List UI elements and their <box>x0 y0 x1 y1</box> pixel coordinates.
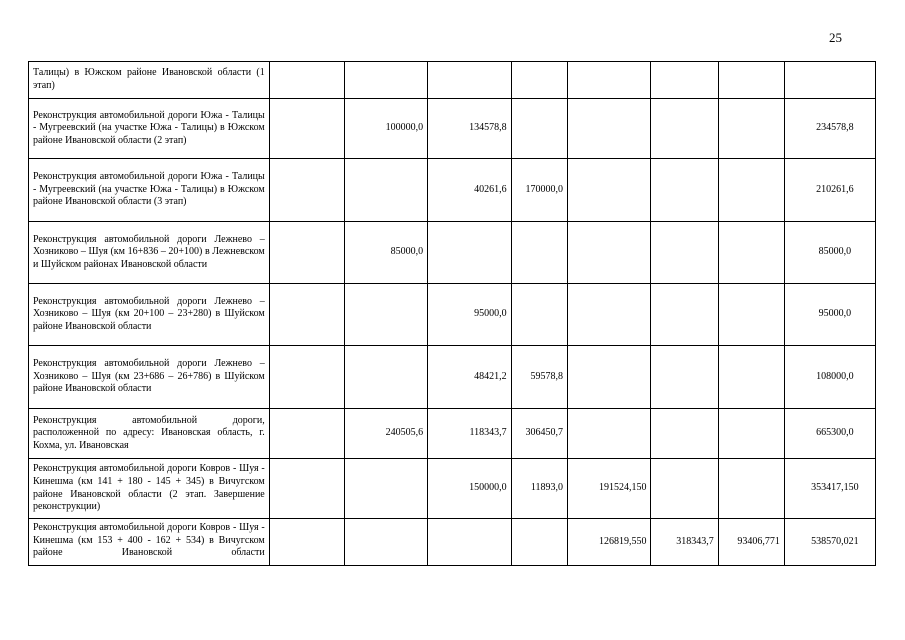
row-total: 210261,6 <box>784 159 875 222</box>
table-cell <box>567 159 651 222</box>
table-cell: 306450,7 <box>511 409 567 459</box>
table-cell: 318343,7 <box>651 519 718 566</box>
table-cell <box>567 409 651 459</box>
row-total: 108000,0 <box>784 346 875 409</box>
table-cell <box>511 62 567 99</box>
table-cell: 150000,0 <box>428 459 512 519</box>
row-total: 538570,021 <box>784 519 875 566</box>
table-cell <box>718 222 784 284</box>
row-total: 353417,150 <box>784 459 875 519</box>
row-description: Реконструкция автомобильной дороги Южа - Талицы - Мугреевский (на участке Южа - Талицы) в Южском районе Ивановской области (3 этап) <box>29 159 270 222</box>
row-description: Реконструкция автомобильной дороги, расположенной по адресу: Ивановская область, г. Кохма, ул. Ивановская <box>29 409 270 459</box>
table-row <box>29 284 876 346</box>
table-cell <box>344 62 428 99</box>
table-cell <box>269 222 344 284</box>
table-cell <box>511 99 567 159</box>
table-row <box>29 222 876 284</box>
table-cell: 95000,0 <box>428 284 512 346</box>
row-total: 665300,0 <box>784 409 875 459</box>
table-cell: 59578,8 <box>511 346 567 409</box>
table-cell: 191524,150 <box>567 459 651 519</box>
table-row <box>29 346 876 409</box>
table-cell: 126819,550 <box>567 519 651 566</box>
table-row <box>29 409 876 459</box>
table-row <box>29 519 876 566</box>
table-cell: 48421,2 <box>428 346 512 409</box>
table-cell <box>651 346 718 409</box>
table-cell <box>269 459 344 519</box>
table-cell <box>344 284 428 346</box>
table-cell: 170000,0 <box>511 159 567 222</box>
table-cell: 93406,771 <box>718 519 784 566</box>
table-cell <box>651 159 718 222</box>
table-cell: 40261,6 <box>428 159 512 222</box>
table-cell <box>269 409 344 459</box>
table-cell <box>567 284 651 346</box>
row-description: Реконструкция автомобильной дороги Ковров - Шуя - Кинешма (км 153 + 400 - 162 + 534) в Вичугском районе Ивановской области <box>29 519 270 566</box>
table-cell <box>651 409 718 459</box>
table-cell <box>651 62 718 99</box>
table-row <box>29 459 876 519</box>
table-cell: 11893,0 <box>511 459 567 519</box>
table-cell <box>269 284 344 346</box>
table-cell <box>651 284 718 346</box>
row-total: 95000,0 <box>784 284 875 346</box>
row-total: 234578,8 <box>784 99 875 159</box>
table-cell <box>269 62 344 99</box>
table-row <box>29 62 876 99</box>
table-cell <box>344 519 428 566</box>
page-number: 25 <box>829 30 842 45</box>
row-total: 85000,0 <box>784 222 875 284</box>
row-description: Талицы) в Южском районе Ивановской области (1 этап) <box>29 62 270 99</box>
row-description: Реконструкция автомобильной дороги Лежнево – Хозниково – Шуя (км 16+836 – 20+100) в Лежневском и Шуйском районах Ивановской области <box>29 222 270 284</box>
row-description: Реконструкция автомобильной дороги Ковров - Шуя - Кинешма (км 141 + 180 - 145 + 345) в Вичугском районе Ивановской области (2 этап. Завершение реконструкции) <box>29 459 270 519</box>
table-cell <box>428 519 512 566</box>
table-cell <box>269 159 344 222</box>
table-cell <box>567 99 651 159</box>
table-cell <box>718 99 784 159</box>
row-description: Реконструкция автомобильной дороги Южа - Талицы - Мугреевский (на участке Южа - Талицы) в Южском районе Ивановской области (2 этап) <box>29 99 270 159</box>
table-cell <box>344 159 428 222</box>
table-cell <box>269 346 344 409</box>
table-cell <box>651 459 718 519</box>
row-description: Реконструкция автомобильной дороги Лежнево – Хозниково – Шуя (км 23+686 – 26+786) в Шуйском районе Ивановской области <box>29 346 270 409</box>
row-total <box>784 62 875 99</box>
row-description: Реконструкция автомобильной дороги Лежнево – Хозниково – Шуя (км 20+100 – 23+280) в Шуйском районе Ивановской области <box>29 284 270 346</box>
table-cell <box>718 284 784 346</box>
table-row <box>29 159 876 222</box>
table-cell <box>269 99 344 159</box>
table-cell <box>511 222 567 284</box>
table-cell <box>567 222 651 284</box>
table-cell <box>718 459 784 519</box>
table-cell <box>511 519 567 566</box>
table-cell <box>344 346 428 409</box>
table-cell <box>567 346 651 409</box>
table-cell <box>718 409 784 459</box>
table-cell <box>718 346 784 409</box>
table-cell <box>718 159 784 222</box>
table-cell <box>428 62 512 99</box>
table-cell <box>651 222 718 284</box>
table-cell <box>428 222 512 284</box>
table-cell <box>651 99 718 159</box>
table-cell: 85000,0 <box>344 222 428 284</box>
table-cell <box>511 284 567 346</box>
table-row <box>29 99 876 159</box>
budget-table <box>28 61 876 566</box>
table-cell: 100000,0 <box>344 99 428 159</box>
table-cell: 240505,6 <box>344 409 428 459</box>
table-cell <box>344 459 428 519</box>
table-cell: 134578,8 <box>428 99 512 159</box>
table-cell: 118343,7 <box>428 409 512 459</box>
table-cell <box>567 62 651 99</box>
table-cell <box>718 62 784 99</box>
table-cell <box>269 519 344 566</box>
